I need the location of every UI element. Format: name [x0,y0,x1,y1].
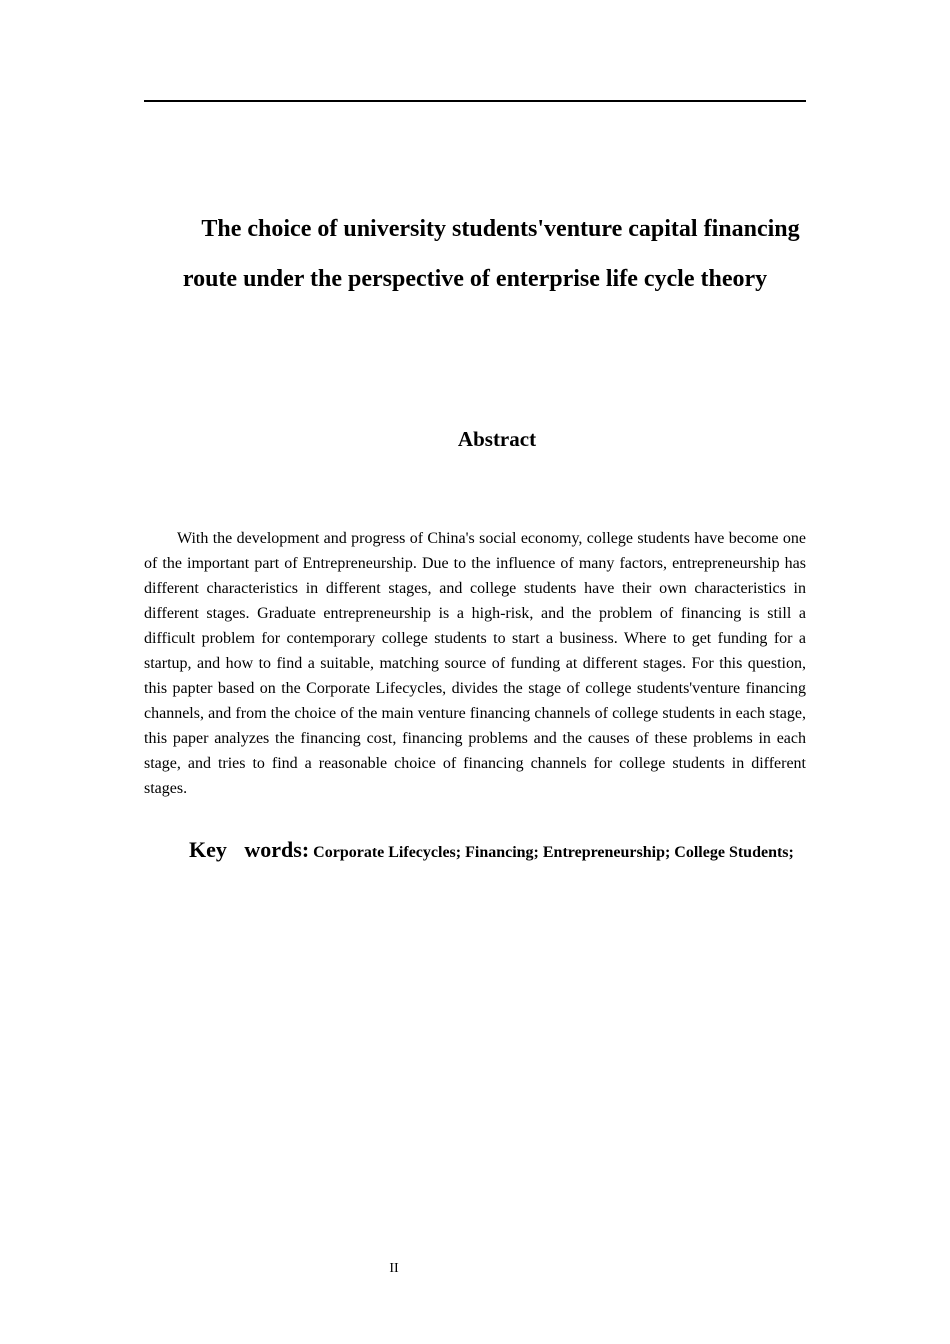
keywords-paragraph [144,832,806,871]
abstract-heading: Abstract [457,427,537,451]
paper-title: The choice of university students'venture capital financing route under the perspective of enterprise life cycle theory [182,216,800,292]
keywords-text: Corporate Lifecycles; Financing; Entrepreneurship; College Students; [313,844,794,861]
keywords-label: Key words: [189,837,310,862]
header-rule [144,100,806,102]
abstract-body: With the development and progress of China's social economy, college students have become one of the important part of Entrepreneurship. Due to the influence of many factors, entrepreneurship has different characteristics in different stages, and college students have their own characteristics in different stages. Graduate entrepreneurship is a high-risk, and the problem of financing is still a difficult problem for contemporary college students to start a business. Where to get funding for a startup, and how to find a suitable, matching source of funding at different stages. For this question, this papter based on the Corporate Lifecycles, divides the stage of college students'venture financing channels, and from the choice of the main venture financing channels of college students in each stage, this paper analyzes the financing cost, financing problems and the causes of these problems in each stage, and tries to find a reasonable choice of financing channels for college students in different stages. [144,530,806,797]
page-number: II [389,1261,399,1276]
